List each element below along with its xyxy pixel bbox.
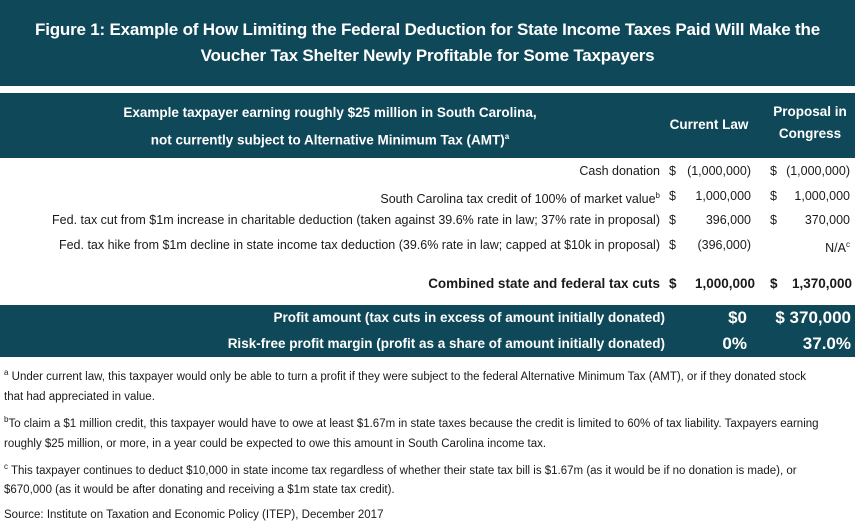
row-label [52,208,660,232]
footnote-c [4,457,852,501]
footnote-marker-a: a [504,132,510,141]
footnote-line [4,410,852,434]
source-note: Source: Institute on Taxation and Economic Policy (ITEP), December 2017 [4,509,384,522]
figure-title [0,0,855,86]
row-label-text: Fed. tax cut from $1m increase in charitable deduction (taken against 39.6% rate in law; 37% rate in proposal) [52,213,660,227]
profit-summary [0,305,855,357]
proposal-value-text: N/A [825,241,846,256]
currency-symbol: $ [669,164,676,178]
footnote-text: Under current law, this taxpayer would only be able to turn a profit if they were subject to the federal Alternative Minimum Tax (AMT), or if they donated stock [11,370,806,383]
title-line-2: Voucher Tax Shelter Newly Profitable for Some Taxpayers [200,46,655,65]
profit-amount-row [0,305,855,331]
profit-margin-current: 0% [722,334,747,353]
total-current-law: 1,000,000 [694,276,755,291]
header-desc-line-1: Example taxpayer earning roughly $25 million in South Carolina, [123,105,537,120]
currency-symbol: $ [770,213,777,227]
footnote-marker: c [4,461,8,471]
row-label-text: Fed. tax hike from $1m decline in state income tax deduction (39.6% rate in law; capped at $10k in proposal) [58,238,660,252]
currency-symbol: $ [669,276,677,291]
table-row [0,208,855,232]
proposal-value: (1,000,000) [786,164,850,178]
current-law-value: (1,000,000) [687,164,751,178]
currency-symbol: $ [770,164,777,178]
profit-amount-current: $0 [728,308,747,327]
table-header [0,93,855,158]
proposal-value [825,233,850,260]
currency-symbol: $ [669,213,676,227]
total-row [0,272,855,296]
row-label [579,159,660,183]
footnote-marker: b [4,414,9,424]
footnote-a [4,363,852,407]
currency-symbol: $ [669,189,676,203]
footnote-line: that had appreciated in value. [4,390,155,403]
table-row [0,184,855,208]
footnote-marker-c: c [846,240,850,249]
column-header-proposal-line-2: Congress [778,126,842,141]
profit-margin-proposal: 37.0% [802,334,851,353]
current-law-value: 1,000,000 [695,189,751,203]
current-law-value: 396,000 [705,213,751,227]
proposal-value: 1,000,000 [794,189,850,203]
footnote-line [4,363,852,387]
footnotes [4,363,852,525]
header-desc-line-2-text: not currently subject to Alternative Minimum Tax (AMT) [150,132,505,148]
profit-amount-label: Profit amount (tax cuts in excess of amount initially donated) [273,310,665,325]
currency-symbol: $ [669,238,676,252]
row-label-text: Cash donation [579,164,660,178]
footnote-text: To claim a $1 million credit, this taxpayer would have to owe at least $1.67m in state taxes because the credit is limited to 60% of tax liability. Taxpayers earning [8,417,819,430]
column-header-current-law: Current Law [669,117,749,132]
profit-amount-proposal: $ 370,000 [775,308,851,327]
total-proposal: 1,370,000 [791,276,852,291]
currency-symbol: $ [770,276,778,291]
row-label [59,233,660,257]
table-row [0,233,855,257]
profit-margin-label: Risk-free profit margin (profit as a share of amount initially donated) [227,336,665,351]
column-header-proposal-line-1: Proposal in [773,104,847,119]
row-label-text: South Carolina tax credit of 100% of market value [380,192,656,207]
footnote-line: roughly $25 million, or more, in a year could be expected to owe this amount in South Carolina income tax. [4,437,547,450]
profit-margin-row [0,331,855,357]
total-label: Combined state and federal tax cuts [428,276,660,291]
header-description [40,101,620,153]
title-line-1: Figure 1: Example of How Limiting the Federal Deduction for State Income Taxes Paid Will Make the [35,20,820,39]
footnote-marker: a [4,368,9,377]
current-law-value: (396,000) [697,238,751,252]
footnote-text: This taxpayer continues to deduct $10,000 in state income tax regardless of whether their state tax bill is $1.67m (as it would be if no donation is made), or [11,464,797,477]
table-row [0,159,855,183]
footnote-marker-b: b [655,191,660,200]
footnote-line: $670,000 (as it would be after donating and receiving a $1m state tax credit). [4,484,395,497]
footnote-b [4,410,852,454]
currency-symbol: $ [770,189,777,203]
column-header-proposal [765,101,855,145]
footnote-line [4,457,852,481]
proposal-value: 370,000 [804,213,850,227]
header-desc-line-2 [40,125,620,153]
